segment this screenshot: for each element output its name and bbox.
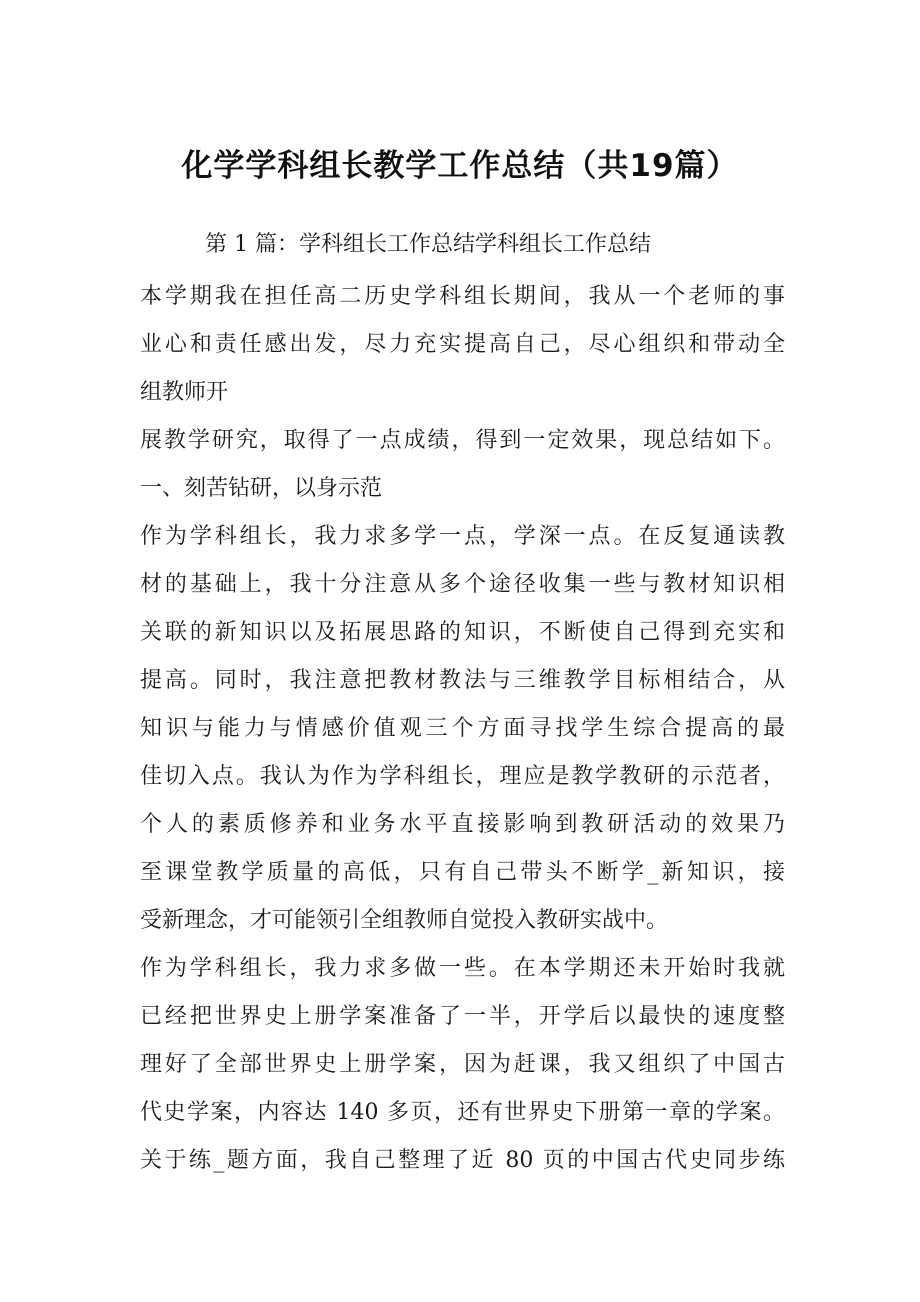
body-line: 代史学案，内容达 140 多页，还有世界史下册第一章的学案。 (140, 1100, 785, 1125)
body-line: 个人的素质修养和业务水平直接影响到教研活动的效果乃 (140, 812, 785, 837)
body-line: 至课堂教学质量的高低，只有自己带头不断学_新知识，接 (140, 860, 785, 885)
body-line: 已经把世界史上册学案准备了一半，开学后以最快的速度整 (140, 1004, 785, 1029)
body-line: 关于练_题方面，我自己整理了近 80 页的中国古代史同步练 (140, 1148, 785, 1173)
body-line: 展教学研究，取得了一点成绩，得到一定效果，现总结如下。 (140, 428, 785, 453)
body-line: 知识与能力与情感价值观三个方面寻找学生综合提高的最 (140, 716, 785, 741)
body-line: 受新理念，才可能领引全组教师自觉投入教研实战中。 (140, 908, 669, 933)
body-line: 作为学科组长，我力求多学一点，学深一点。在反复通读教 (140, 524, 785, 549)
body-line: 佳切入点。我认为作为学科组长，理应是教学教研的示范者， (140, 764, 785, 789)
body-line: 本学期我在担任高二历史学科组长期间，我从一个老师的事 (140, 284, 785, 309)
body-line: 作为学科组长，我力求多做一些。在本学期还未开始时我就 (140, 956, 785, 981)
document-title: 化学学科组长教学工作总结（共19篇） (181, 148, 739, 184)
body-line: 材的基础上，我十分注意从多个途径收集一些与教材知识相 (140, 572, 785, 597)
body-line: 业心和责任感出发，尽力充实提高自己，尽心组织和带动全 (140, 332, 785, 357)
body-line: 关联的新知识以及拓展思路的知识，不断使自己得到充实和 (140, 620, 785, 645)
chapter-heading: 第 1 篇：学科组长工作总结学科组长工作总结 (205, 232, 651, 257)
body-line: 理好了全部世界史上册学案，因为赶课，我又组织了中国古 (140, 1052, 785, 1077)
section-heading: 一、刻苦钻研，以身示范 (140, 476, 383, 501)
body-line: 组教师开 (140, 380, 229, 405)
body-line: 提高。同时，我注意把教材教法与三维教学目标相结合，从 (140, 668, 785, 693)
